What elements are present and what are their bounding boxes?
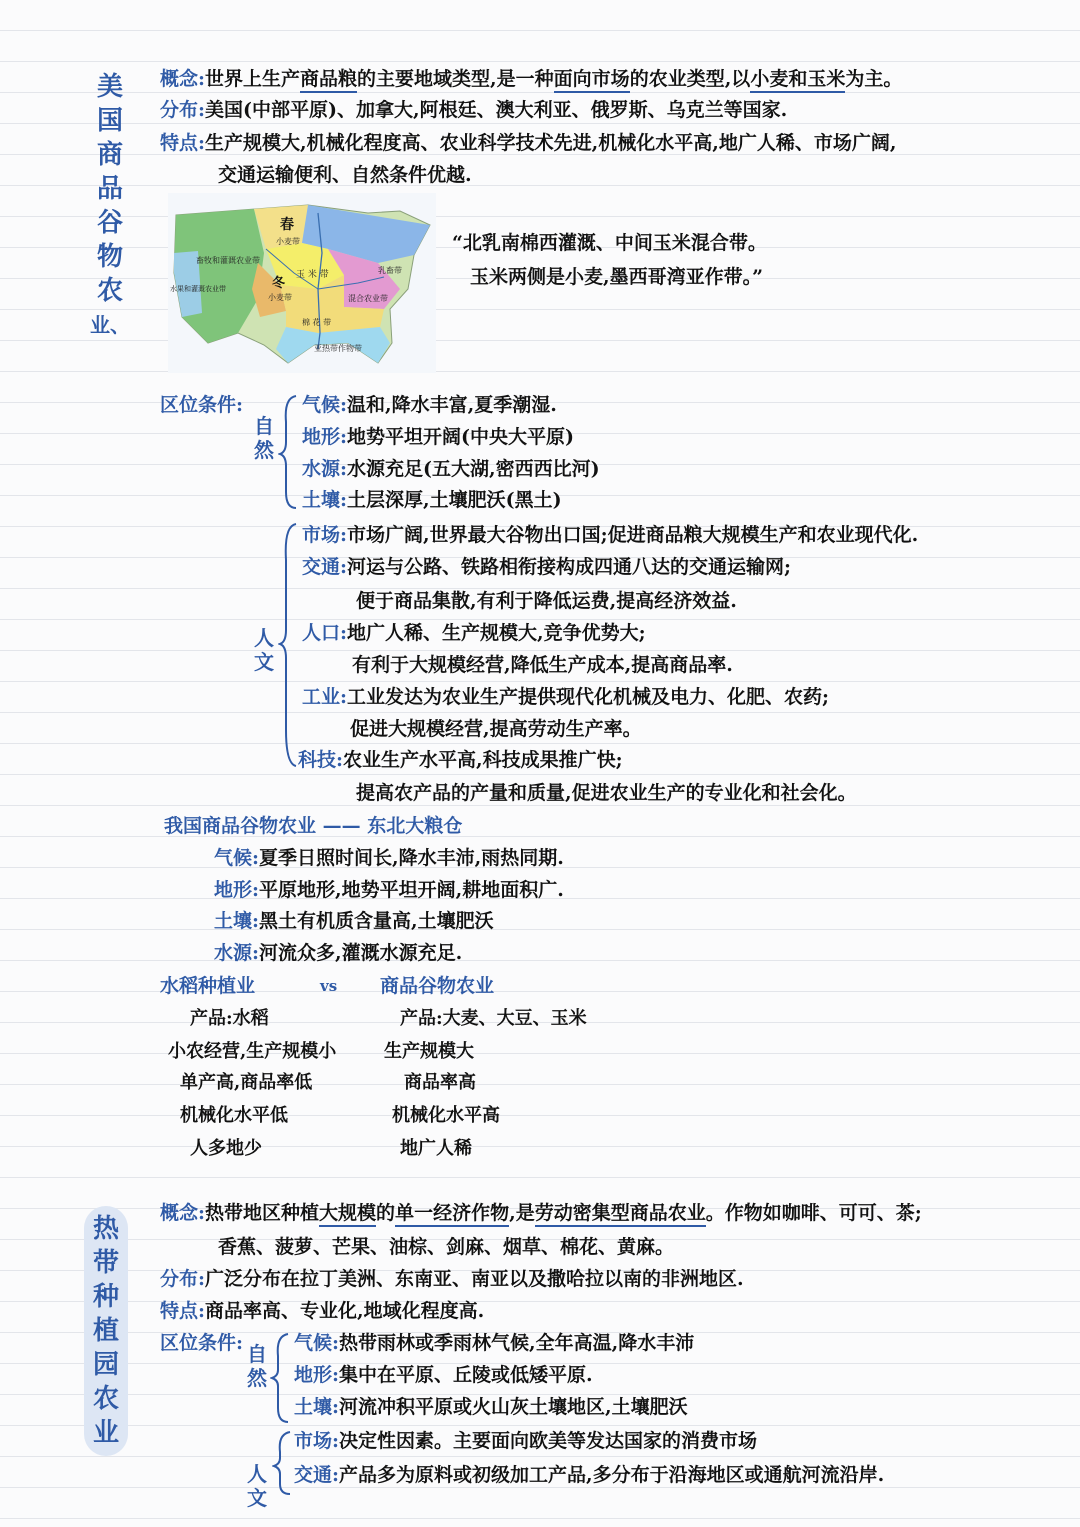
compare-right-item: 产品:大麦、大豆、玉米 xyxy=(400,1008,587,1029)
compare-left-item: 产品:水稻 xyxy=(190,1008,269,1029)
s1-natural-bracket xyxy=(278,392,300,512)
s1-tech-cont: 提高农产品的产量和质量,促进农业生产的专业化和社会化。 xyxy=(356,782,857,804)
s1-tech: 科技:农业生产水平高,科技成果推广快; xyxy=(298,749,623,771)
s2-natural-bracket xyxy=(270,1330,292,1426)
cn-water: 水源:河流众多,灌溉水源充足. xyxy=(214,942,463,964)
s2-human-bracket xyxy=(272,1428,294,1498)
s1-climate: 气候:温和,降水丰富,夏季潮湿. xyxy=(302,394,557,416)
compare-left-item: 小农经营,生产规模小 xyxy=(168,1041,337,1062)
s1-terrain: 地形:地势平坦开阔(中央大平原) xyxy=(302,426,574,448)
cn-climate: 气候:夏季日照时间长,降水丰沛,雨热同期. xyxy=(214,847,564,869)
s1-industry: 工业:工业发达为农业生产提供现代化机械及电力、化肥、农药; xyxy=(302,686,830,708)
map-label-dairy: 乳畜带 xyxy=(378,266,402,275)
s1-location-label: 区位条件: xyxy=(160,394,244,416)
s1-natural-label: 自 然 xyxy=(254,414,274,462)
s1-transport-cont: 便于商品集散,有利于降低运费,提高经济效益. xyxy=(356,590,737,612)
map-label-ranch: 畜牧和灌溉农业带 xyxy=(196,256,260,265)
s1-population: 人口:地广人稀、生产规模大,竞争优势大; xyxy=(302,622,646,644)
map-label-subtropical: 亚热带作物带 xyxy=(314,344,362,353)
s2-natural-label: 自 然 xyxy=(247,1342,267,1390)
compare-left-title: 水稻种植业 xyxy=(160,975,256,997)
s2-transport: 交通:产品多为原料或初级加工产品,多分布于沿海地区或通航河流沿岸. xyxy=(294,1464,885,1486)
s2-market: 市场:决定性因素。主要面向欧美等发达国家的消费市场 xyxy=(294,1430,758,1452)
s1-human-bracket xyxy=(278,520,300,770)
s2-concept: 概念:热带地区种植大规模的单一经济作物,是劳动密集型商品农业。作物如咖啡、可可、茶; xyxy=(160,1200,922,1226)
s1-distribution: 分布:美国(中部平原)、加拿大,阿根廷、澳大利亚、俄罗斯、乌克兰等国家. xyxy=(160,99,788,121)
s1-features: 特点:生产规模大,机械化程度高、农业科学技术先进,机械化水平高,地广人稀、市场广阔, xyxy=(160,132,897,154)
compare-right-item: 地广人稀 xyxy=(400,1138,472,1159)
map-label-corn: 玉 米 带 xyxy=(296,270,329,280)
s1-human-label: 人 文 xyxy=(254,626,274,674)
s2-distribution: 分布:广泛分布在拉丁美洲、东南亚、南亚以及撒哈拉以南的非洲地区. xyxy=(160,1268,744,1290)
s2-concept-cont: 香蕉、菠萝、芒果、油棕、剑麻、烟草、棉花、黄麻。 xyxy=(218,1236,675,1258)
compare-right-item: 商品率高 xyxy=(404,1072,476,1093)
s1-concept: 概念:世界上生产商品粮的主要地域类型,是一种面向市场的农业类型,以小麦和玉米为主。 xyxy=(160,66,902,92)
map-label-cotton: 棉 花 带 xyxy=(302,318,332,327)
s1-industry-cont: 促进大规模经营,提高劳动生产率。 xyxy=(350,718,642,740)
china-heading: 我国商品谷物农业 —— 东北大粮仓 xyxy=(164,815,463,837)
compare-left-item: 单产高,商品率低 xyxy=(180,1072,313,1093)
s1-transport: 交通:河运与公路、铁路相衔接构成四通八达的交通运输网; xyxy=(302,556,792,578)
compare-vs: vs xyxy=(320,977,338,995)
compare-right-item: 生产规模大 xyxy=(384,1041,474,1062)
cn-terrain: 地形:平原地形,地势平坦开阔,耕地面积广. xyxy=(214,879,564,901)
us-agriculture-map xyxy=(168,193,436,373)
s2-features: 特点:商品率高、专业化,地域化程度高. xyxy=(160,1300,485,1322)
s2-location-label: 区位条件: xyxy=(160,1332,244,1354)
map-label-spring: 春 xyxy=(280,217,294,233)
s2-terrain: 地形:集中在平原、丘陵或低矮平原. xyxy=(294,1364,593,1386)
compare-right-item: 机械化水平高 xyxy=(392,1105,500,1126)
section2-title: 热 带 种 植 园 农 业 xyxy=(84,1206,128,1456)
s2-soil: 土壤:河流冲积平原或火山灰土壤地区,土壤肥沃 xyxy=(294,1396,688,1418)
s1-soil: 土壤:土层深厚,土壤肥沃(黑土) xyxy=(302,489,562,511)
mnemonic-line1: “北乳南棉西灌溉、中间玉米混合带。 xyxy=(452,232,767,254)
map-label-winter: 冬 xyxy=(272,276,286,291)
map-label-winter-belt: 小麦带 xyxy=(268,293,292,302)
map-label-spring-belt: 小麦带 xyxy=(276,237,300,246)
s1-population-cont: 有利于大规模经营,降低生产成本,提高商品率. xyxy=(352,654,733,676)
map-label-mixed: 混合农业带 xyxy=(348,294,388,303)
s1-features-cont: 交通运输便利、自然条件优越. xyxy=(218,164,472,186)
compare-left-item: 人多地少 xyxy=(190,1138,262,1159)
section1-title: 美 国 商 品 谷 物 农 业、 xyxy=(90,72,130,337)
s1-water: 水源:水源充足(五大湖,密西西比河) xyxy=(302,458,600,480)
mnemonic-line2: 玉米两侧是小麦,墨西哥湾亚作带。” xyxy=(470,266,764,288)
s2-human-label: 人 文 xyxy=(247,1462,267,1510)
s2-climate: 气候:热带雨林或季雨林气候,全年高温,降水丰沛 xyxy=(294,1332,695,1354)
map-label-fruit: 水果和灌溉农业带 xyxy=(170,285,226,293)
compare-left-item: 机械化水平低 xyxy=(180,1105,288,1126)
compare-right-title: 商品谷物农业 xyxy=(380,975,495,997)
cn-soil: 土壤:黑土有机质含量高,土壤肥沃 xyxy=(214,910,494,932)
s1-market: 市场:市场广阔,世界最大谷物出口国;促进商品粮大规模生产和农业现代化. xyxy=(302,524,919,546)
